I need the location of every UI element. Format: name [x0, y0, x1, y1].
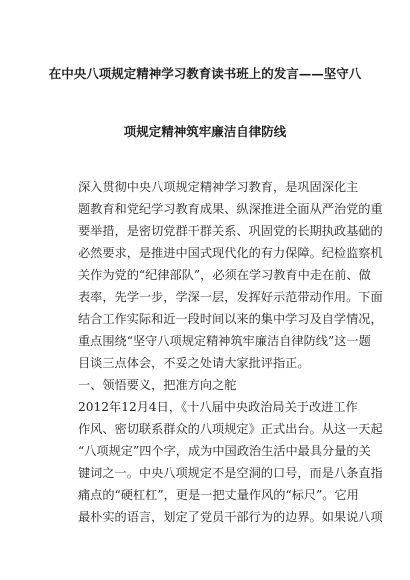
body-line-9: 目谈三点体会，不妥之处请大家批评指正。 — [78, 356, 310, 370]
body-line-13: “八项规定”四个字，成为中国政治生活中最具分量的关 — [78, 444, 371, 458]
document-title-line-2: 项规定精神筑牢廉洁自律防线 — [123, 124, 287, 139]
body-line-7: 结合工作实际和近一段时间以来的集中学习及自学情况， — [78, 312, 383, 326]
body-line-8: 重点围绕“坚守八项规定精神筑牢廉洁自律防线”这一题 — [78, 334, 371, 348]
section-heading-1: 一、领悟要义，把准方向之舵 — [78, 378, 237, 392]
body-line-16: 最朴实的语言，划定了党员干部行为的边界。如果说八项 — [78, 510, 383, 524]
body-line-14: 键词之一。中央八项规定不是空洞的口号，而是八条直指 — [78, 466, 383, 480]
body-line-6: 表率，先学一步，学深一层，发挥好示范带动作用。下面 — [78, 290, 383, 304]
body-line-12: 作风、密切联系群众的八项规定》正式出台。从这一天起 — [78, 422, 383, 436]
body-line-11: 2012年12月4日，《十八届中央政治局关于改进工作 — [78, 400, 358, 414]
document-title-line-1: 在中央八项规定精神学习教育读书班上的发言——坚守八 — [48, 66, 362, 81]
body-line-15: 痛点的“硬杠杠”，更是一把丈量作风的“标尺”。它用 — [78, 488, 359, 502]
body-line-4: 必然要求，是推进中国式现代化的有力保障。纪检监察机 — [78, 246, 383, 260]
body-line-5: 关作为党的“纪律部队”，必须在学习教育中走在前、做 — [78, 268, 371, 282]
body-line-3: 要举措，是密切党群干群关系、巩固党的长期执政基础的 — [78, 224, 383, 238]
body-line-2: 题教育和党纪学习教育成果、纵深推进全面从严治党的重 — [78, 202, 383, 216]
body-line-1: 深入贯彻中央八项规定精神学习教育，是巩固深化主 — [78, 180, 359, 194]
